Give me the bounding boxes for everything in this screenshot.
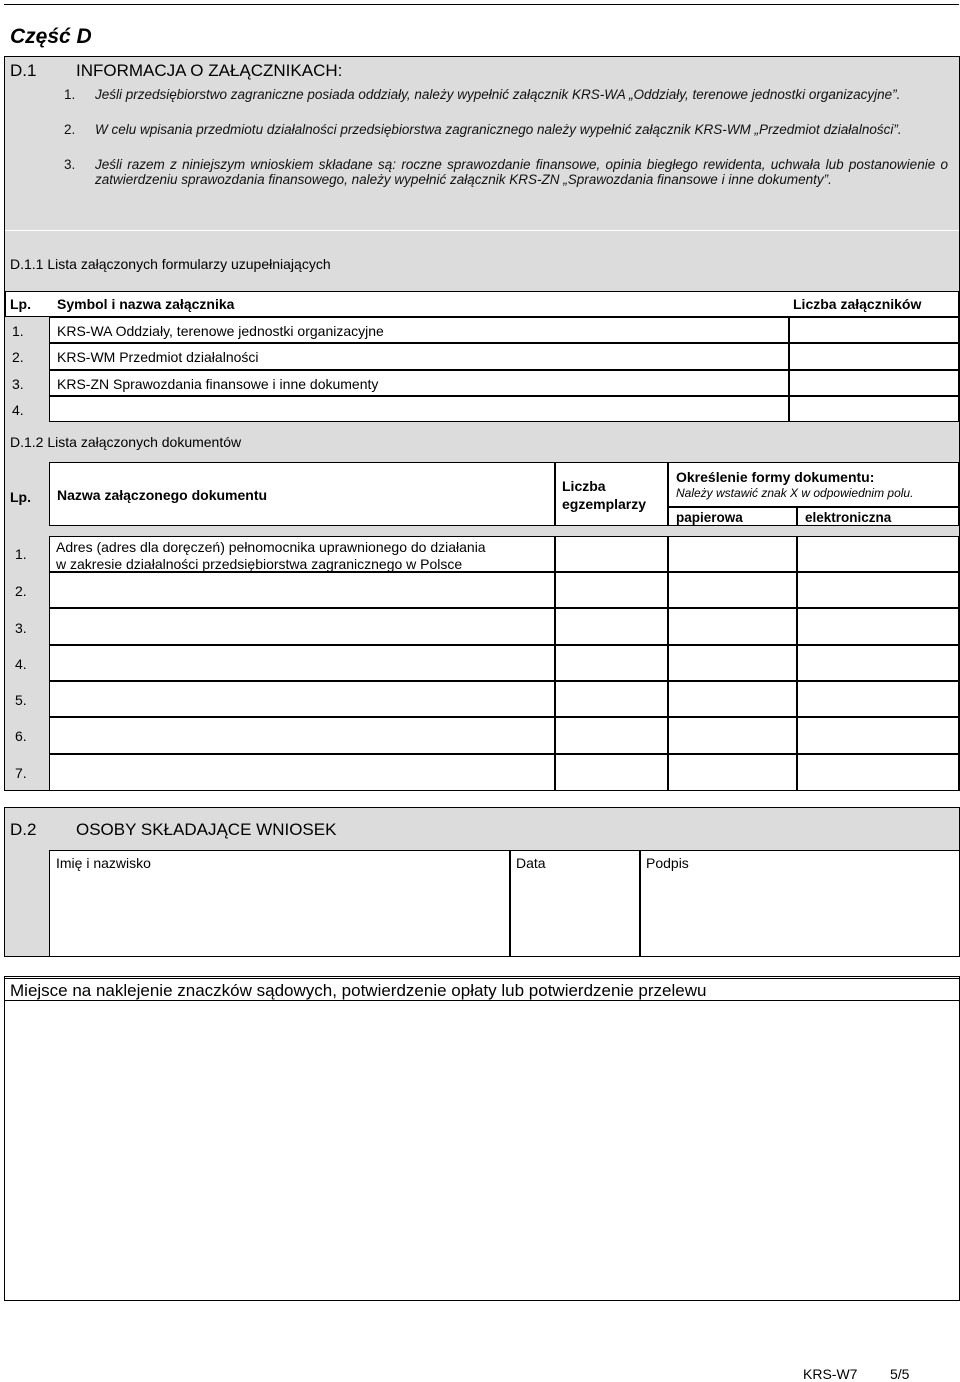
d12-row-6-name-input[interactable]	[49, 717, 555, 754]
d12-row-7-paper-checkbox[interactable]	[668, 754, 797, 791]
d12-header-count-cell	[555, 462, 668, 526]
d11-row-3-lp: 3.	[12, 376, 24, 392]
stamps-double-rule	[5, 978, 959, 979]
d12-row-6-paper-checkbox[interactable]	[668, 717, 797, 754]
d11-row-2-name: KRS-WM Przedmiot działalności	[57, 349, 259, 365]
d11-col-name: Symbol i nazwa załącznika	[57, 296, 235, 312]
d11-title: D.1.1 Lista załączonych formularzy uzupełniających	[10, 256, 331, 272]
d12-row-7-count-input[interactable]	[555, 754, 668, 791]
d12-row-2-lp: 2.	[15, 583, 27, 599]
d12-col-count-2: egzemplarzy	[562, 496, 647, 512]
d12-row-5-name-input[interactable]	[49, 681, 555, 717]
section-d2-title: OSOBY SKŁADAJĄCE WNIOSEK	[76, 820, 337, 839]
d2-col-date: Data	[516, 855, 546, 871]
d12-row-3-lp: 3.	[15, 620, 27, 636]
part-title: Część D	[10, 25, 92, 48]
section-d2-number: D.2	[10, 820, 37, 839]
d12-row-1-count-input[interactable]	[555, 536, 668, 572]
d12-row-1-paper-checkbox[interactable]	[668, 536, 797, 572]
d12-row-1-lp: 1.	[15, 546, 27, 562]
d12-col-lp: Lp.	[10, 489, 31, 505]
d12-row-7-name-input[interactable]	[49, 754, 555, 791]
d12-row-7-electronic-checkbox[interactable]	[797, 754, 959, 791]
d11-col-count: Liczba załączników	[793, 296, 922, 312]
d11-row-2-count-input[interactable]	[789, 343, 959, 370]
d12-col-name: Nazwa załączonego dokumentu	[57, 487, 268, 503]
d12-row-3-count-input[interactable]	[555, 608, 668, 645]
section-d1-title: INFORMACJA O ZAŁĄCZNIKACH:	[76, 61, 343, 80]
d12-col-form-note: Należy wstawić znak X w odpowiednim polu.	[676, 486, 914, 500]
intro-item-number: 2.	[64, 122, 76, 137]
d12-row-4-electronic-checkbox[interactable]	[797, 645, 959, 681]
d11-row-2-lp: 2.	[12, 349, 24, 365]
top-rule	[4, 4, 959, 5]
intro-item-text: Jeśli przedsiębiorstwo zagraniczne posiada oddziały, należy wypełnić załącznik KRS-WA „Oddziały, terenowe jednostki organizacyjne”.	[95, 87, 901, 102]
d12-row-1-name-line-2: w zakresie działalności przedsiębiorstwa zagranicznego w Polsce	[56, 556, 463, 572]
d12-col-form: Określenie formy dokumentu:	[676, 469, 875, 485]
d12-row-2-name-input[interactable]	[49, 572, 555, 608]
d11-row-4-lp: 4.	[12, 402, 24, 418]
d12-row-6-lp: 6.	[15, 728, 27, 744]
d2-col-sign: Podpis	[646, 855, 689, 871]
d12-row-6-electronic-checkbox[interactable]	[797, 717, 959, 754]
d12-row-2-count-input[interactable]	[555, 572, 668, 608]
d12-row-3-paper-checkbox[interactable]	[668, 608, 797, 645]
d12-title: D.1.2 Lista załączonych dokumentów	[10, 434, 242, 450]
d1-divider	[5, 230, 959, 231]
d12-col-electronic: elektroniczna	[805, 510, 892, 525]
d12-row-6-count-input[interactable]	[555, 717, 668, 754]
footer-form-code: KRS-W7	[803, 1366, 858, 1382]
footer-page-number: 5/5	[890, 1366, 910, 1382]
d11-row-3-name: KRS-ZN Sprawozdania finansowe i inne dokumenty	[57, 376, 379, 392]
intro-item-text: W celu wpisania przedmiotu działalności przedsiębiorstwa zagranicznego należy wypełnić załącznik KRS-WM „Przedmiot działalności”.	[95, 122, 902, 137]
d2-col-name: Imię i nazwisko	[56, 855, 151, 871]
d12-col-count-1: Liczba	[562, 478, 606, 494]
d12-col-paper: papierowa	[676, 510, 743, 525]
d12-row-1-electronic-checkbox[interactable]	[797, 536, 959, 572]
d11-col-lp: Lp.	[10, 296, 31, 312]
d12-row-1-name-line-1: Adres (adres dla doręczeń) pełnomocnika uprawnionego do działania	[56, 539, 486, 555]
intro-item-text: Jeśli razem z niniejszym wnioskiem składane są: roczne sprawozdanie finansowe, opinia biegłego rewidenta, uchwała lub postanowienie o zatwierdzeniu sprawozdania finansowego, należy wypełnić załącznik KRS-ZN „Sprawozdania finansowe i inne dokumenty”.	[95, 157, 948, 187]
d12-row-4-paper-checkbox[interactable]	[668, 645, 797, 681]
d12-row-5-electronic-checkbox[interactable]	[797, 681, 959, 717]
d11-row-3-count-input[interactable]	[789, 370, 959, 396]
d12-row-3-electronic-checkbox[interactable]	[797, 608, 959, 645]
d12-row-2-electronic-checkbox[interactable]	[797, 572, 959, 608]
stamps-area[interactable]	[4, 976, 960, 1301]
d12-row-7-lp: 7.	[15, 765, 27, 781]
d12-row-2-paper-checkbox[interactable]	[668, 572, 797, 608]
d12-row-3-name-input[interactable]	[49, 608, 555, 645]
d11-row-1-lp: 1.	[12, 323, 24, 339]
d11-row-1-count-input[interactable]	[789, 317, 959, 343]
stamps-label-underline	[5, 1000, 959, 1001]
section-d1-number: D.1	[10, 61, 37, 80]
intro-item-3	[64, 157, 948, 187]
d12-row-4-name-input[interactable]	[49, 645, 555, 681]
d12-row-5-lp: 5.	[15, 692, 27, 708]
intro-item-2	[64, 122, 948, 137]
intro-item-1	[64, 87, 948, 102]
d12-row-4-count-input[interactable]	[555, 645, 668, 681]
stamps-label: Miejsce na naklejenie znaczków sądowych, potwierdzenie opłaty lub potwierdzenie przelewu	[10, 981, 707, 1000]
d12-row-5-count-input[interactable]	[555, 681, 668, 717]
d11-row-4-count-input[interactable]	[789, 396, 959, 422]
d11-row-4-name-input[interactable]	[49, 396, 789, 422]
intro-item-number: 3.	[64, 157, 76, 172]
d11-row-1-name: KRS-WA Oddziały, terenowe jednostki organizacyjne	[57, 323, 384, 339]
intro-item-number: 1.	[64, 87, 76, 102]
d12-row-5-paper-checkbox[interactable]	[668, 681, 797, 717]
d12-row-4-lp: 4.	[15, 656, 27, 672]
